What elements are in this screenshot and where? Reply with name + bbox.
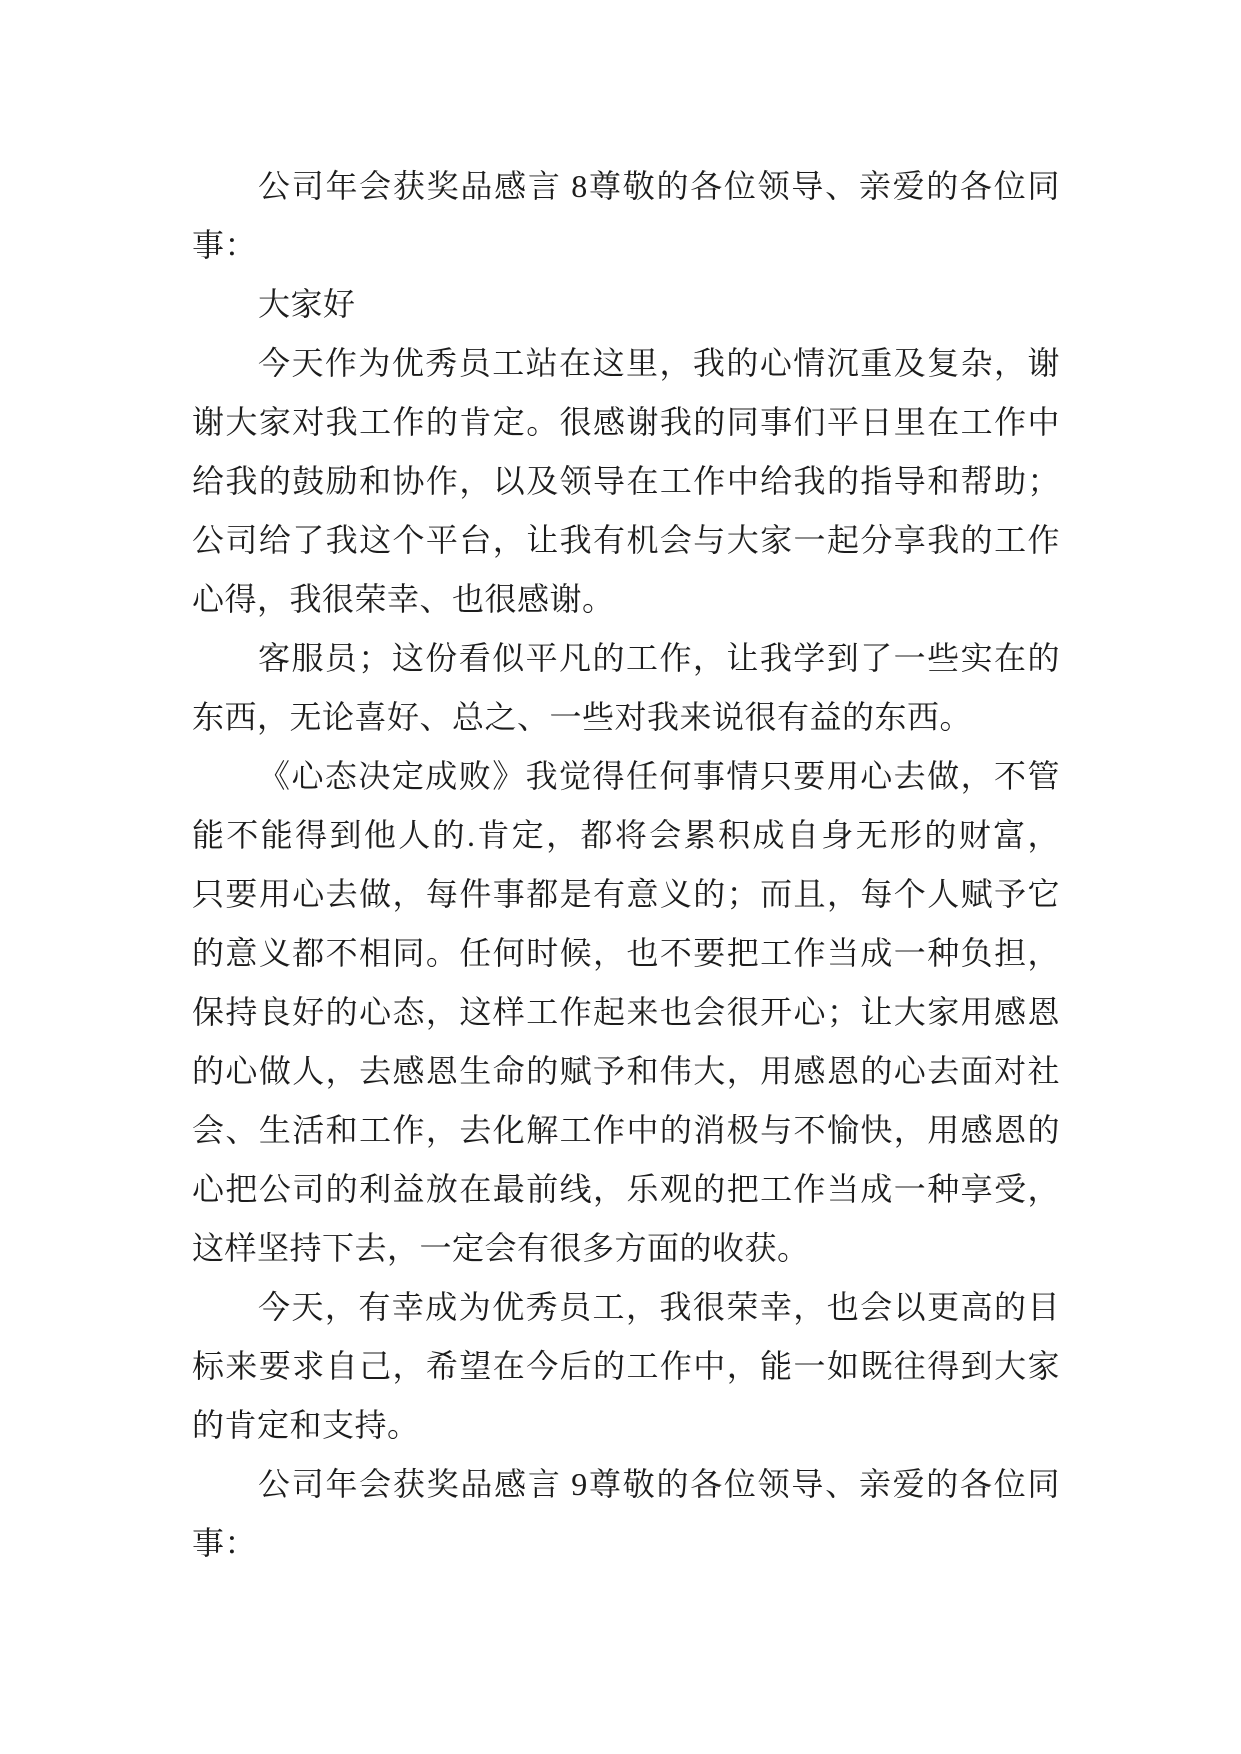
text-line: 会、生活和工作，去化解工作中的消极与不愉快，用感恩的: [192, 1112, 1060, 1148]
text-line: 只要用心去做，每件事都是有意义的；而且，每个人赋予它: [192, 876, 1060, 912]
paragraph-greeting: [192, 275, 1060, 334]
text-line: 事：: [192, 1525, 258, 1561]
text-line: 东西，无论喜好、总之、一些对我来说很有益的东西。: [192, 699, 973, 735]
text-line: 这样坚持下去，一定会有很多方面的收获。: [192, 1230, 810, 1266]
text-line: 标来要求自己，希望在今后的工作中，能一如既往得到大家: [192, 1348, 1060, 1384]
paragraph-thanks: [192, 334, 1060, 629]
paragraph-customer-service: [192, 629, 1060, 747]
text-line: 的意义都不相同。任何时候，也不要把工作当成一种负担，: [192, 935, 1060, 971]
text-line: 大家好: [258, 286, 356, 322]
text-line: 给我的鼓励和协作，以及领导在工作中给我的指导和帮助；: [192, 463, 1060, 499]
text-line: 今天作为优秀员工站在这里，我的心情沉重及复杂，谢: [258, 345, 1060, 381]
paragraph-speech-8-title: [192, 157, 1060, 275]
text-line: 事：: [192, 227, 258, 263]
text-line: 谢大家对我工作的肯定。很感谢我的同事们平日里在工作中: [192, 404, 1060, 440]
paragraph-closing: [192, 1278, 1060, 1455]
text-line: 的肯定和支持。: [192, 1407, 420, 1443]
text-line: 公司给了我这个平台，让我有机会与大家一起分享我的工作: [192, 522, 1060, 558]
text-line: 公司年会获奖品感言 8尊敬的各位领导、亲爱的各位同: [258, 168, 1060, 204]
text-line: 客服员；这份看似平凡的工作，让我学到了一些实在的: [258, 640, 1060, 676]
paragraph-attitude: [192, 747, 1060, 1278]
text-line: 心得，我很荣幸、也很感谢。: [192, 581, 615, 617]
text-line: 今天，有幸成为优秀员工，我很荣幸，也会以更高的目: [258, 1289, 1060, 1325]
text-line: 《心态决定成败》我觉得任何事情只要用心去做，不管: [258, 758, 1060, 794]
text-line: 保持良好的心态，这样工作起来也会很开心；让大家用感恩: [192, 994, 1060, 1030]
document-body: [192, 157, 1060, 1573]
paragraph-speech-9-title: [192, 1455, 1060, 1573]
text-line: 公司年会获奖品感言 9尊敬的各位领导、亲爱的各位同: [258, 1466, 1060, 1502]
text-line: 的心做人，去感恩生命的赋予和伟大，用感恩的心去面对社: [192, 1053, 1060, 1089]
text-line: 心把公司的利益放在最前线，乐观的把工作当成一种享受，: [192, 1171, 1060, 1207]
text-line: 能不能得到他人的.肯定，都将会累积成自身无形的财富，: [192, 817, 1060, 853]
